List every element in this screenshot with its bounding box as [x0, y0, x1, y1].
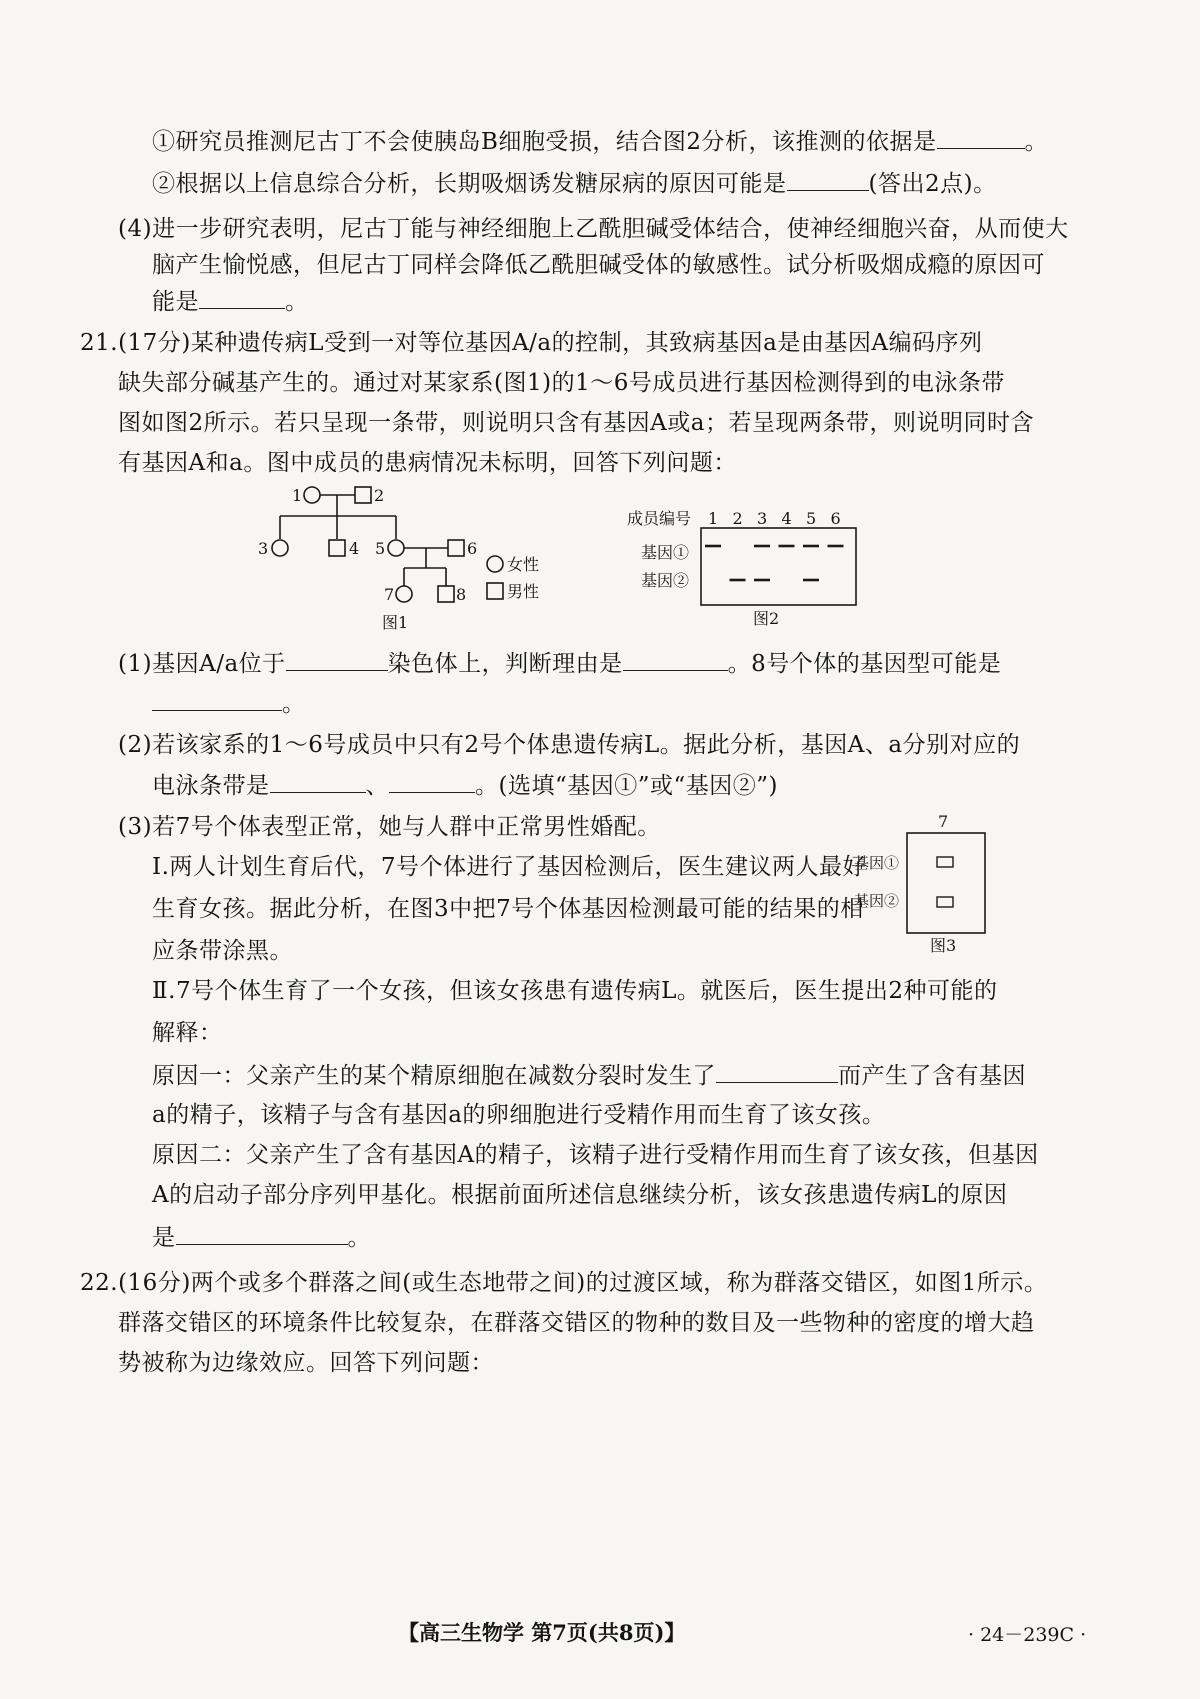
q22-line2: 群落交错区的环境条件比较复杂，在群落交错区的物种的数目及一些物种的密度的增大趋: [118, 1310, 1035, 1336]
legend-female: 女性: [507, 555, 540, 574]
answer-blank[interactable]: [787, 168, 869, 191]
period: 。: [282, 691, 306, 717]
q21-3-text: (3)若7号个体表型正常，她与人群中正常男性婚配。: [118, 814, 661, 840]
answer-blank[interactable]: [286, 648, 388, 671]
reason1-line2: a的精子，该精子与含有基因a的卵细胞进行受精作用而生育了该女孩。: [152, 1102, 886, 1128]
gel-lane-number: 3: [757, 509, 768, 528]
q21-3-ii-line2: 解释：: [152, 1020, 223, 1046]
reason2-line1: 原因二：父亲产生了含有基因A的精子，该精子进行受精作用而生育了该女孩，但基因: [152, 1142, 1039, 1168]
gel-row-gene2: 基因②: [641, 571, 690, 590]
reason2-line2: A的启动子部分序列甲基化。根据前面所述信息继续分析，该女孩患遗传病L的原因: [152, 1182, 1008, 1208]
q21-2-line2: 电泳条带是: [152, 773, 270, 799]
q21-3-i-line2: 生育女孩。据此分析，在图3中把7号个体基因检测最可能的结果的相: [152, 896, 864, 922]
q21-1-text2: 染色体上，判断理由是: [387, 651, 623, 677]
q3-2-suffix: (答出2点)。: [868, 171, 997, 197]
answer-blank[interactable]: [716, 1060, 838, 1083]
q21-1-text3: 。8号个体的基因型可能是: [727, 651, 1002, 677]
pedigree-label: 1: [292, 486, 303, 505]
q4-line2: 脑产生愉悦感，但尼古丁同样会降低乙酰胆碱受体的敏感性。试分析吸烟成瘾的原因可: [152, 252, 1045, 278]
pedigree-label: 7: [384, 585, 395, 604]
page-footer: 【高三生物学 第7页(共8页)】: [398, 1620, 686, 1645]
q3-1-text: ①研究员推测尼古丁不会使胰岛B细胞受损，结合图2分析，该推测的依据是: [152, 129, 937, 155]
fig3-row-gene2: 基因②: [854, 892, 900, 910]
pedigree-label: 2: [374, 486, 385, 505]
pedigree-label: 3: [258, 539, 269, 558]
pedigree-label: 4: [349, 539, 360, 558]
q21-line4: 有基因A和a。图中成员的患病情况未标明，回答下列问题：: [118, 450, 737, 476]
pedigree-label: 5: [375, 539, 386, 558]
gel-figure: [625, 500, 885, 630]
fig3-band-slot-gene1[interactable]: [937, 857, 953, 867]
q4-line1: (4)进一步研究表明，尼古丁能与神经细胞上乙酰胆碱受体结合，使神经细胞兴奋，从而使大: [118, 216, 1069, 242]
fig1-caption: 图1: [382, 613, 409, 632]
gel-row-gene1: 基因①: [641, 543, 690, 562]
q22-line3: 势被称为边缘效应。回答下列问题：: [118, 1350, 494, 1376]
period: 。: [285, 289, 309, 315]
fig2-caption: 图2: [753, 609, 780, 628]
pedigree-figure: [250, 478, 580, 638]
pedigree-label: 8: [456, 585, 467, 604]
q21-line2: 缺失部分碱基产生的。通过对某家系(图1)的1～6号成员进行基因检测得到的电泳条带: [118, 370, 1005, 396]
answer-blank[interactable]: [199, 286, 285, 309]
answer-blank[interactable]: [937, 126, 1025, 149]
q22-line1: 22.(16分)两个或多个群落之间(或生态地带之间)的过渡区域，称为群落交错区，如图1所示。: [80, 1270, 1048, 1296]
q21-2-line1: (2)若该家系的1～6号成员中只有2号个体患遗传病L。据此分析，基因A、a分别对应的: [118, 732, 1021, 758]
fig3-figure: [852, 808, 1002, 958]
answer-blank[interactable]: [270, 770, 366, 793]
q21-3-i-line3: 应条带涂黑。: [152, 938, 293, 964]
reason1-line1: 原因一：父亲产生的某个精原细胞在减数分裂时发生了: [152, 1063, 716, 1089]
answer-blank[interactable]: [176, 1222, 348, 1245]
gel-lane-number: 2: [732, 509, 743, 528]
gel-lane-number: 1: [708, 509, 719, 528]
pedigree-label: 6: [467, 539, 478, 558]
legend-male: 男性: [507, 582, 540, 601]
period: 。: [1024, 129, 1049, 155]
q21-3-ii-line1: Ⅱ.7号个体生育了一个女孩，但该女孩患有遗传病L。就医后，医生提出2种可能的: [152, 978, 998, 1004]
q21-3-i-line1: Ⅰ.两人计划生育后代，7号个体进行了基因检测后，医生建议两人最好: [152, 854, 867, 880]
q21-line3: 图如图2所示。若只呈现一条带，则说明只含有基因A或a；若呈现两条带，则说明同时含: [118, 410, 1034, 436]
q21-1-text: (1)基因A/a位于: [118, 651, 286, 677]
exam-code: · 24－239C ·: [968, 1624, 1087, 1646]
separator: 、: [365, 773, 389, 799]
gel-lane-number: 5: [806, 509, 817, 528]
reason2-line3: 是: [152, 1225, 176, 1251]
reason1-line1-suffix: 而产生了含有基因: [838, 1063, 1026, 1089]
q3-2-text: ②根据以上信息综合分析，长期吸烟诱发糖尿病的原因可能是: [152, 171, 787, 197]
fig3-row-gene1: 基因①: [854, 854, 900, 872]
fig3-caption: 图3: [930, 936, 957, 955]
fig3-band-slot-gene2[interactable]: [937, 897, 953, 907]
q21-line1: 21.(17分)某种遗传病L受到一对等位基因A/a的控制，其致病基因a是由基因A编码序列: [80, 330, 983, 356]
answer-blank[interactable]: [623, 648, 728, 671]
period: 。: [347, 1225, 371, 1251]
gel-lane-number: 4: [781, 509, 792, 528]
q4-line3: 能是: [152, 289, 199, 315]
gel-lane-number: 6: [830, 509, 841, 528]
answer-blank[interactable]: [152, 688, 282, 711]
q21-2-suffix: 。(选填“基因①”或“基因②”): [475, 773, 778, 799]
gel-header: 成员编号: [627, 509, 692, 528]
answer-blank[interactable]: [389, 770, 475, 793]
fig3-number: 7: [938, 812, 949, 831]
